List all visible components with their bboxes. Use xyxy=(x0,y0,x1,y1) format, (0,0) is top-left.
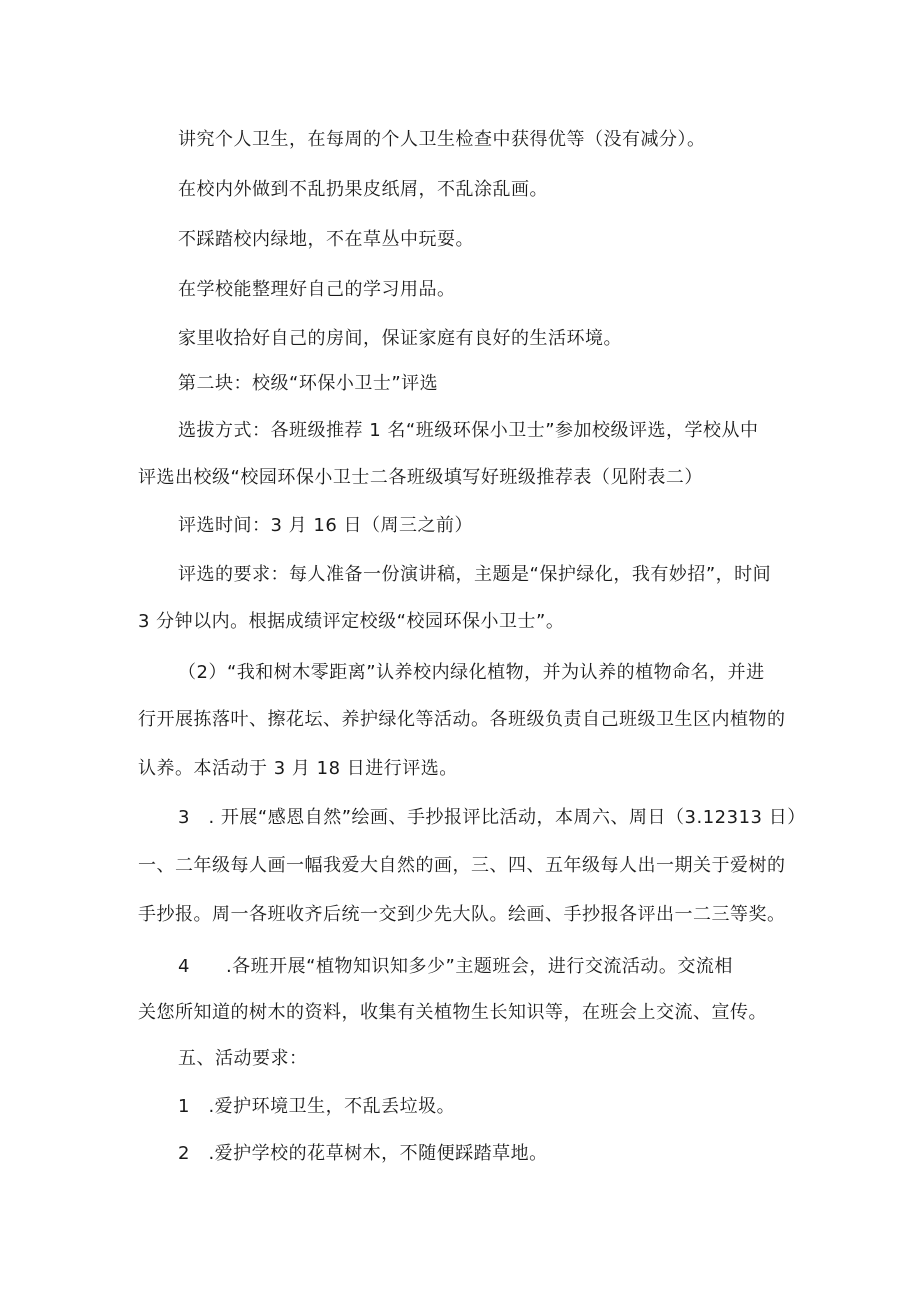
paragraph-line: 在校内外做到不乱扔果皮纸屑，不乱涂乱画。 xyxy=(178,179,548,200)
paragraph-line: 关您所知道的树木的资料，收集有关植物生长知识等，在班会上交流、宣传。 xyxy=(138,1002,767,1023)
paragraph-line: 家里收拾好自己的房间，保证家庭有良好的生活环境。 xyxy=(178,328,622,349)
paragraph-line: 手抄报。周一各班收齐后统一交到少先大队。绘画、手抄报各评出一二三等奖。 xyxy=(138,904,786,925)
paragraph-line xyxy=(178,956,733,978)
paragraph-line: 选拔方式：各班级推荐 1 名“班级环保小卫士”参加校级评选，学校从中 xyxy=(178,420,759,441)
list-item: 2 .爱护学校的花草树木，不随便踩踏草地。 xyxy=(178,1143,548,1164)
paragraph-line: 一、二年级每人画一幅我爱大自然的画，三、四、五年级每人出一期关于爱树的 xyxy=(138,855,786,876)
paragraph-line: 评选时间：3 月 16 日（周三之前） xyxy=(178,515,474,536)
list-item: 1 .爱护环境卫生，不乱丢垃圾。 xyxy=(178,1096,456,1117)
section-heading: 五、活动要求： xyxy=(178,1048,308,1069)
item-text: .各班开展“植物知识知多少”主题班会，进行交流活动。交流相 xyxy=(225,956,733,977)
paragraph-line: 3 . 开展“感恩自然”绘画、手抄报评比活动，本周六、周日（3.12313 日） xyxy=(178,807,806,828)
paragraph-line: 评选出校级“校园环保小卫士二各班级填写好班级推荐表（见附表二） xyxy=(138,467,703,488)
section-heading: 第二块：校级“环保小卫士”评选 xyxy=(178,373,439,394)
paragraph-line: 3 分钟以内。根据成绩评定校级“校园环保小卫士”。 xyxy=(138,611,565,632)
paragraph-line: 在学校能整理好自己的学习用品。 xyxy=(178,279,456,300)
paragraph-line: 讲究个人卫生，在每周的个人卫生检查中获得优等（没有减分）。 xyxy=(178,129,706,150)
paragraph-line: 不踩踏校内绿地，不在草丛中玩耍。 xyxy=(178,229,474,250)
paragraph-line: 认养。本活动于 3 月 18 日进行评选。 xyxy=(138,758,458,779)
paragraph-line: 评选的要求：每人准备一份演讲稿，主题是“保护绿化，我有妙招”，时间 xyxy=(178,564,772,585)
item-number: 4 xyxy=(178,956,190,977)
paragraph-line: 行开展拣落叶、擦花坛、养护绿化等活动。各班级负责自己班级卫生区内植物的 xyxy=(138,709,786,730)
paragraph-line: （2）“我和树木零距离”认养校内绿化植物，并为认养的植物命名，并进 xyxy=(178,662,765,683)
